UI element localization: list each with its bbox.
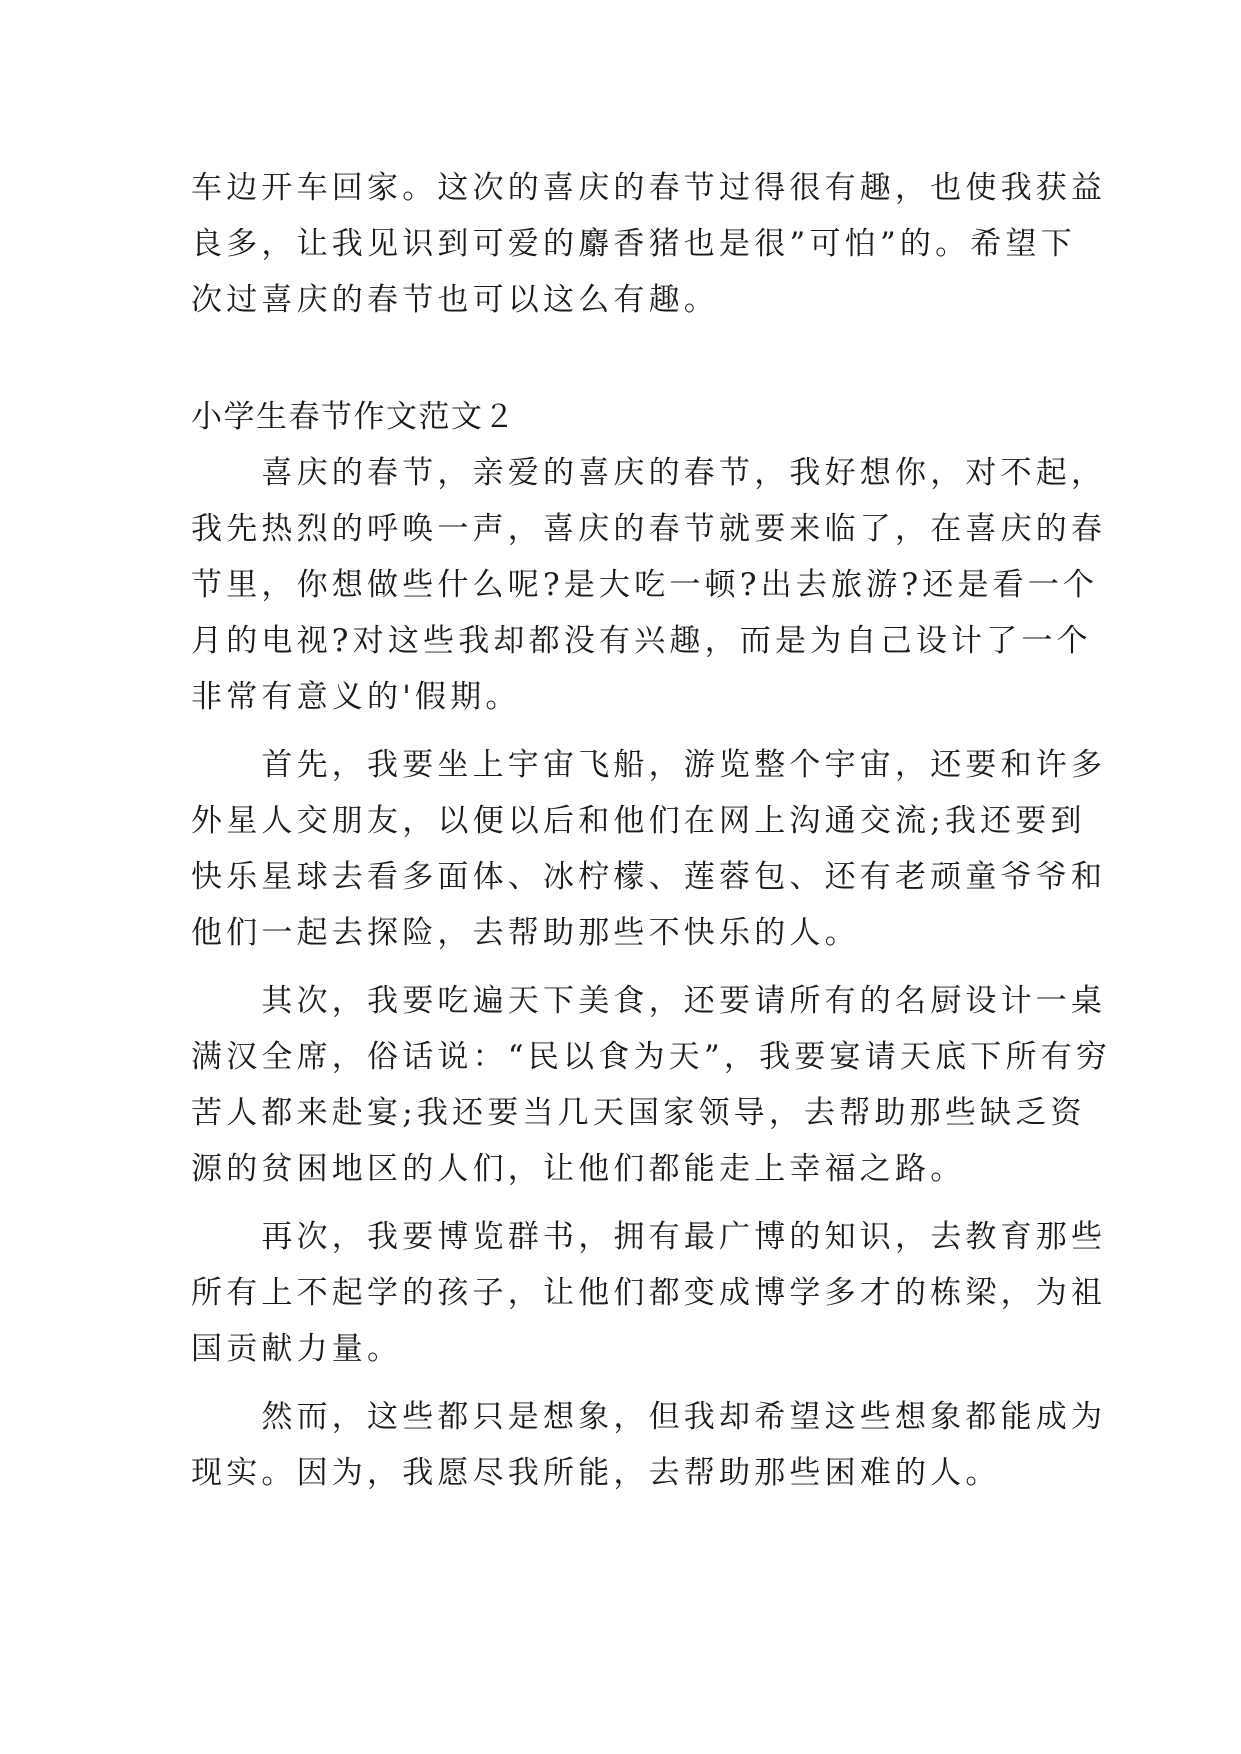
- text-line: 喜庆的春节，亲爱的喜庆的春节，我好想你，对不起，: [191, 455, 1107, 491]
- text-line: 再次，我要博览群书，拥有最广博的知识，去教育那些: [191, 1219, 1107, 1255]
- text-line: 苦人都来赴宴;我还要当几天国家领导，去帮助那些缺乏资: [191, 1095, 1086, 1131]
- text-line: 所有上不起学的孩子，让他们都变成博学多才的栋梁，为祖: [191, 1275, 1107, 1311]
- text-line: 源的贫困地区的人们，让他们都能走上幸福之路。: [191, 1151, 966, 1187]
- text-line: 良多，让我见识到可爱的麝香猪也是很”可怕”的。希望下: [191, 226, 1076, 262]
- text-line: 国贡献力量。: [191, 1331, 403, 1367]
- section-heading: 小学生春节作文范文２: [191, 399, 516, 435]
- text-line: 满汉全席，俗话说：“民以食为天”，我要宴请天底下所有穷: [191, 1039, 1112, 1075]
- text-line: 月的电视?对这些我却都没有兴趣，而是为自己设计了一个: [191, 623, 1092, 659]
- text-line: 首先，我要坐上宇宙飞船，游览整个宇宙，还要和许多: [191, 747, 1107, 783]
- text-line: 非常有意义的'假期。: [191, 679, 521, 715]
- text-line: 然而，这些都只是想象，但我却希望这些想象都能成为: [191, 1399, 1107, 1435]
- text-line: 其次，我要吃遍天下美食，还要请所有的名厨设计一桌: [191, 983, 1107, 1019]
- text-line: 我先热烈的呼唤一声，喜庆的春节就要来临了，在喜庆的春: [191, 511, 1107, 547]
- text-line: 节里，你想做些什么呢?是大吃一顿?出去旅游?还是看一个: [191, 567, 1099, 603]
- text-line: 车边开车回家。这次的喜庆的春节过得很有趣，也使我获益: [191, 170, 1107, 206]
- text-line: 外星人交朋友，以便以后和他们在网上沟通交流;我还要到: [191, 803, 1086, 839]
- text-line: 快乐星球去看多面体、冰柠檬、莲蓉包、还有老顽童爷爷和: [191, 859, 1107, 895]
- text-line: 现实。因为，我愿尽我所能，去帮助那些困难的人。: [191, 1455, 1001, 1491]
- text-line: 次过喜庆的春节也可以这么有趣。: [191, 282, 719, 318]
- text-line: 他们一起去探险，去帮助那些不快乐的人。: [191, 915, 860, 951]
